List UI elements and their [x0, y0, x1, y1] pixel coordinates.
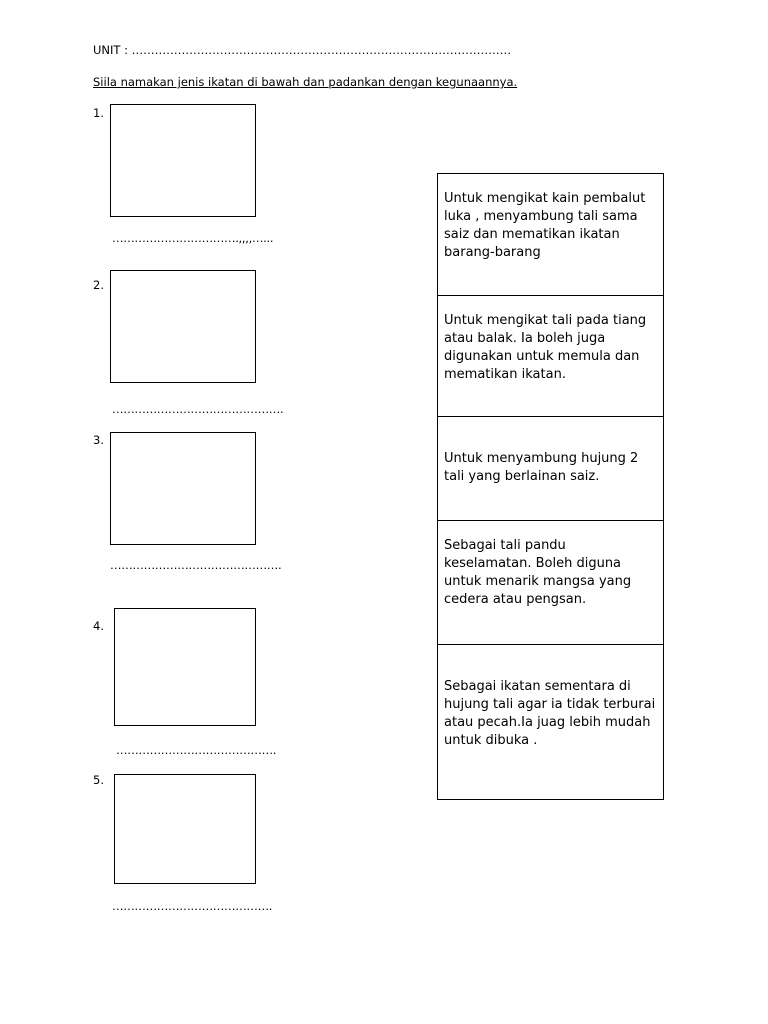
description-cell-5 [438, 644, 663, 799]
image-box-3 [110, 432, 256, 545]
unit-line: UNIT : ……………………………………………………………………………………… [93, 43, 512, 57]
answer-line-4[interactable]: ……………………………………. [116, 743, 277, 757]
image-box-2 [110, 270, 256, 383]
instruction: Siila namakan jenis ikatan di bawah dan padankan dengan kegunaannya. [93, 75, 518, 89]
answer-line-5[interactable]: ……………………………………. [112, 899, 273, 913]
image-box-4 [114, 608, 256, 726]
item-number-4: 4. [93, 619, 104, 633]
image-box-5 [114, 774, 256, 884]
description-text-2: Untuk mengikat tali pada tiang atau balak. Ia boleh juga digunakan untuk memula dan mematikan ikatan. [444, 313, 647, 382]
image-box-1 [110, 104, 256, 217]
answer-line-2[interactable]: ………………………………………. [112, 402, 284, 416]
item-number-5: 5. [93, 773, 104, 787]
item-number-1: 1. [93, 106, 104, 120]
answer-line-1[interactable]: …………………………….,,,,…... [112, 231, 274, 245]
answer-line-3[interactable]: ………………………………………. [110, 558, 282, 572]
description-text-4: Sebagai tali pandu keselamatan. Boleh diguna untuk menarik mangsa yang cedera atau pengsan. [444, 538, 632, 607]
description-cell-2 [438, 295, 663, 416]
item-number-3: 3. [93, 433, 104, 447]
description-cell-4 [438, 520, 663, 644]
description-text-3: Untuk menyambung hujung 2 tali yang berlainan saiz. [444, 451, 639, 484]
description-cell-1 [438, 174, 663, 295]
description-text-5: Sebagai ikatan sementara di hujung tali agar ia tidak terburai atau pecah.Ia juag lebih mudah untuk dibuka . [444, 679, 656, 748]
description-table [437, 173, 664, 800]
description-cell-3 [438, 416, 663, 520]
item-number-2: 2. [93, 278, 104, 292]
description-text-1: Untuk mengikat kain pembalut luka , menyambung tali sama saiz dan mematikan ikatan barang-barang [444, 191, 646, 260]
